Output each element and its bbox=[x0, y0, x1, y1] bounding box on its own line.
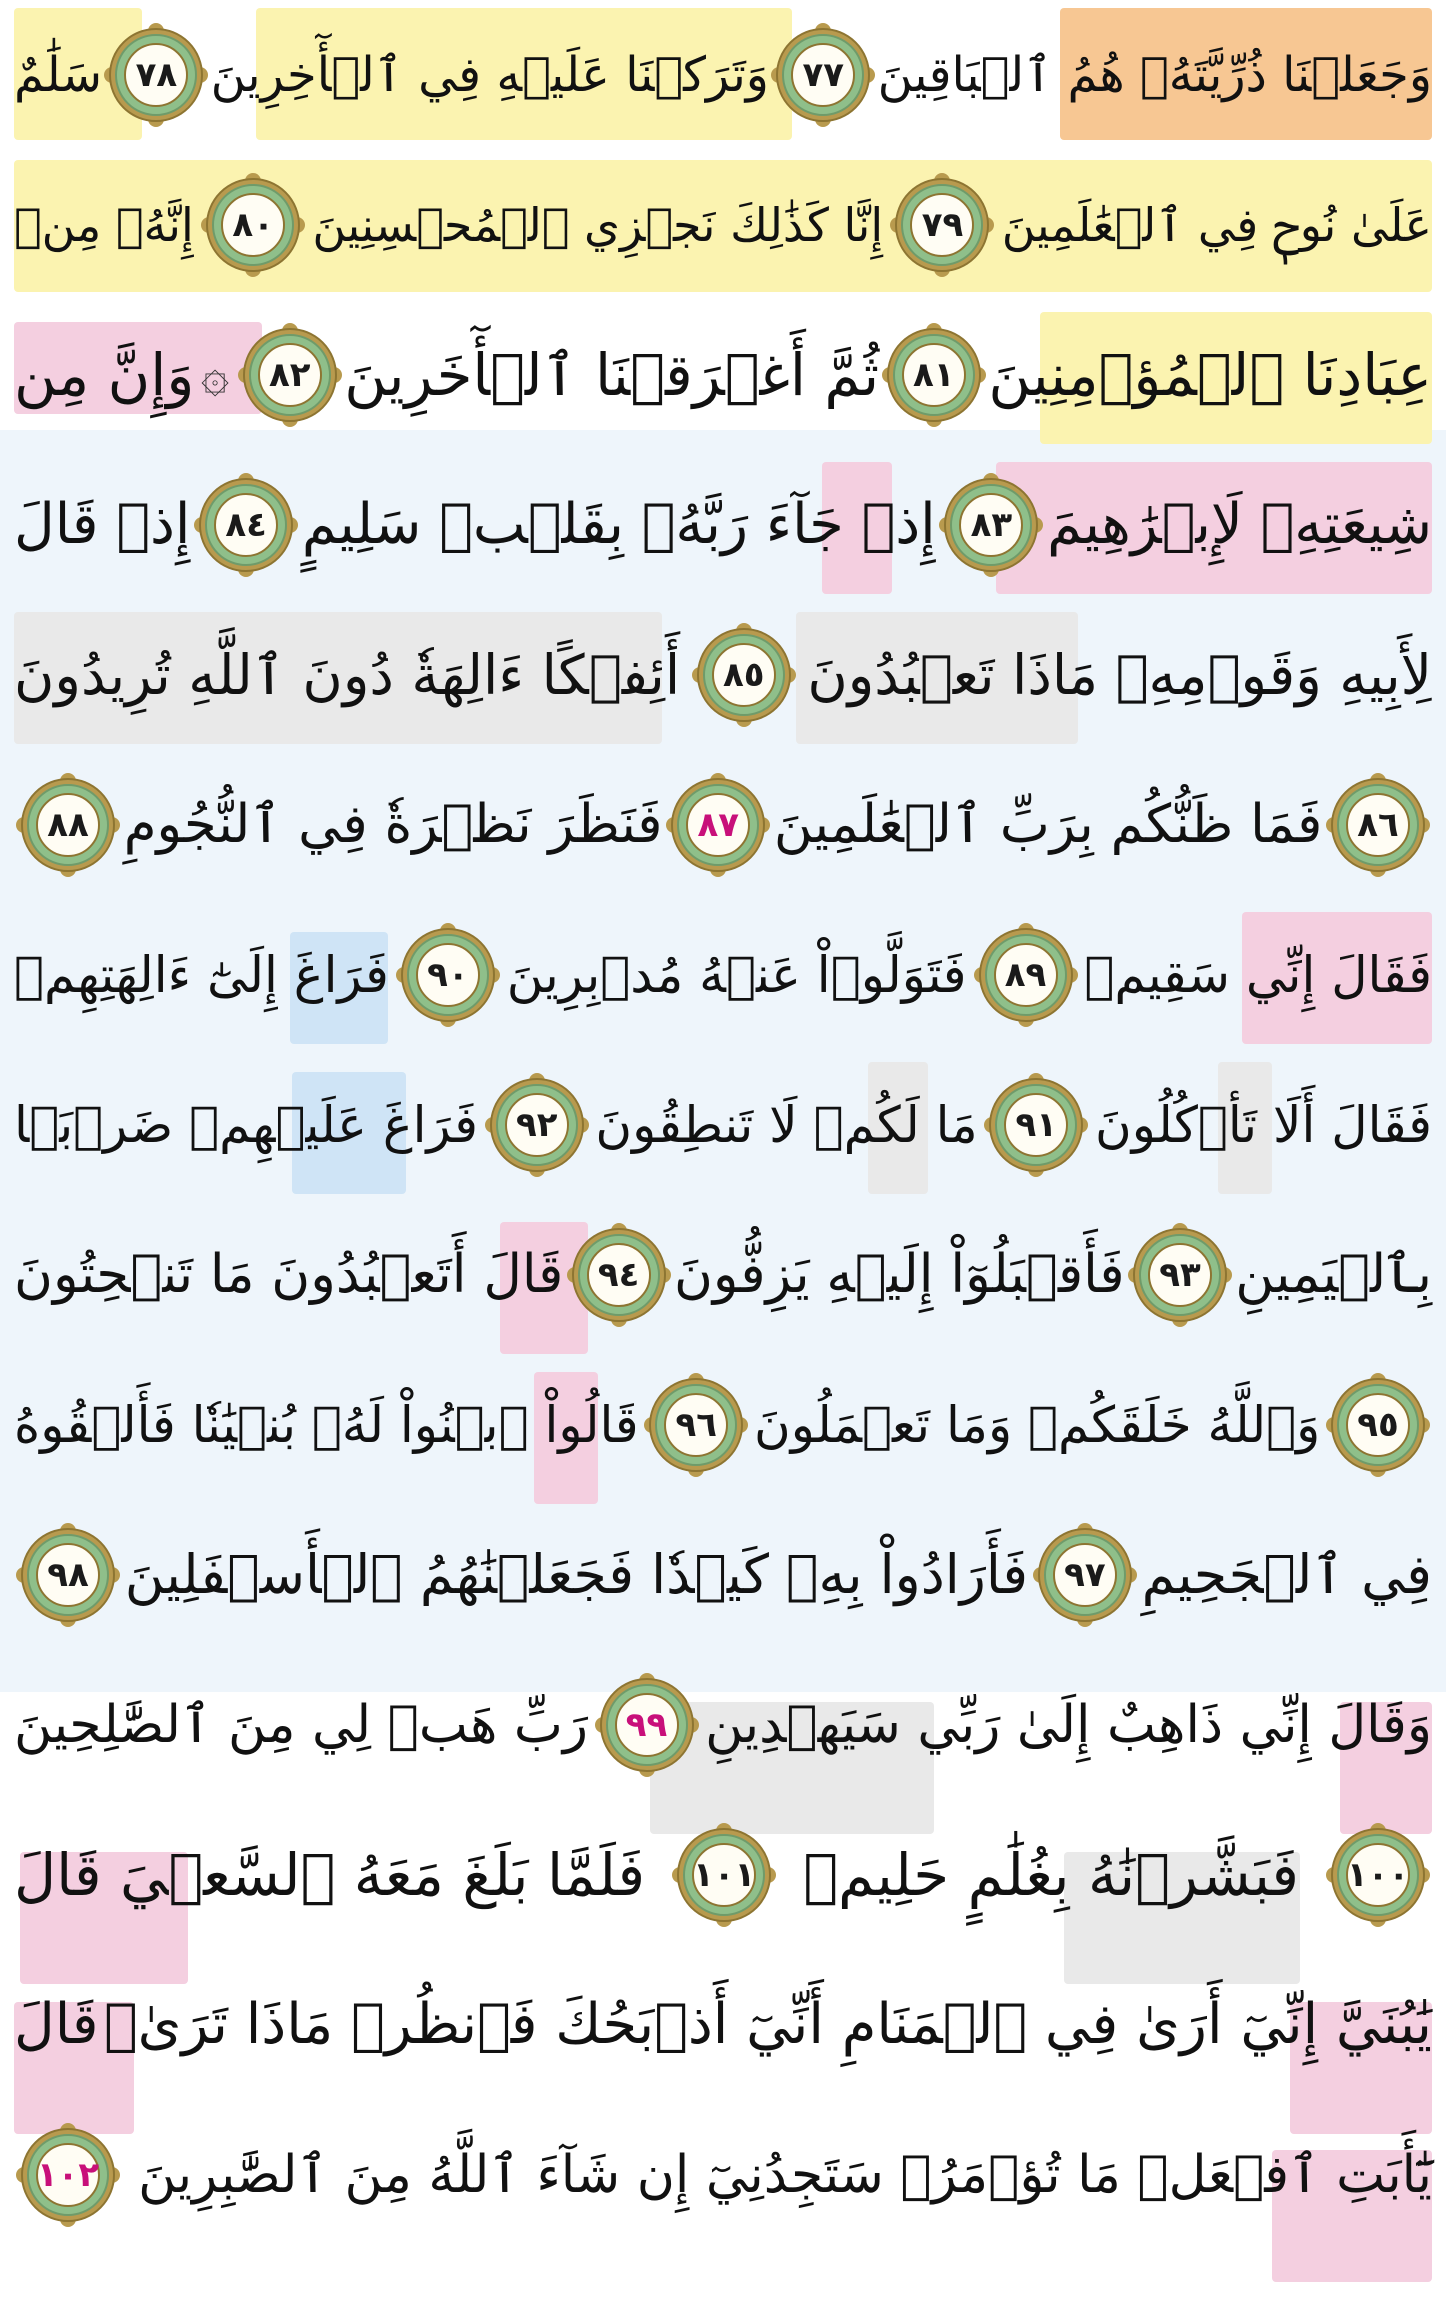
verse-number: ٨٦ bbox=[1357, 805, 1399, 845]
verse-text: وَتَرَكۡنَا عَلَيۡهِ فِي ٱلۡأٓخِرِينَ bbox=[210, 47, 769, 103]
verse-number-marker bbox=[102, 21, 210, 129]
verse-text: إِنَّا كَذَٰلِكَ نَجۡزِي ٱلۡمُحۡسِنِينَ bbox=[312, 198, 884, 252]
verse-number-marker bbox=[192, 471, 300, 579]
verse-number: ١٠١ bbox=[693, 1855, 756, 1895]
verse-number-marker bbox=[982, 1071, 1090, 1179]
verse-number-marker bbox=[14, 1521, 122, 1629]
verse-line bbox=[14, 1950, 1432, 2100]
verse-number: ٨١ bbox=[912, 355, 955, 395]
verse-number-marker bbox=[199, 171, 307, 279]
verse-number: ٨٨ bbox=[47, 805, 89, 845]
verse-number-marker bbox=[1126, 1221, 1234, 1329]
verse-text: فَلَمَّا بَلَغَ مَعَهُ ٱلسَّعۡيَ قَالَ bbox=[14, 1841, 646, 1909]
verse-number: ٩١ bbox=[1015, 1105, 1058, 1145]
verse-number-marker bbox=[670, 1821, 778, 1929]
verse-line bbox=[14, 150, 1432, 300]
verse-number-marker bbox=[483, 1071, 591, 1179]
verse-number: ٩٩ bbox=[625, 1705, 668, 1745]
verse-text: يَٰبُنَيَّ إِنِّيٓ أَرَىٰ فِي ٱلۡمَنَامِ أَنِّيٓ أَذۡبَحُكَ فَٱنظُرۡ مَاذَا تَرَىٰۚ bbox=[104, 1992, 1432, 2057]
verse-number-marker bbox=[14, 771, 122, 879]
verse-text: بِٱلۡيَمِينِ bbox=[1235, 1244, 1432, 1305]
verse-number: ٨٧ bbox=[697, 805, 739, 845]
verse-line bbox=[14, 1650, 1432, 1800]
verse-text: مَا لَكُمۡ لَا تَنطِقُونَ bbox=[595, 1096, 978, 1154]
verse-line bbox=[14, 450, 1432, 600]
verse-text: رَبِّ هَبۡ لِي مِنَ ٱلصَّٰلِحِينَ bbox=[14, 1695, 588, 1755]
verse-number: ٨٥ bbox=[722, 655, 765, 695]
verse-text: أَئِفۡكًا ءَالِهَةٗ دُونَ ٱللَّهِ تُرِيدُونَ bbox=[14, 643, 681, 707]
verse-number: ١٠٢ bbox=[36, 2155, 100, 2195]
verse-text: وَجَعَلۡنَا ذُرِّيَّتَهُۥ هُمُ ٱلۡبَاقِينَ bbox=[877, 47, 1432, 103]
verse-text: قَالُواْ ٱبۡنُواْ لَهُۥ بُنۡيَٰنٗا فَأَلۡقُوهُ bbox=[14, 1396, 639, 1454]
verse-text: فَرَاغَ عَلَيۡهِمۡ ضَرۡبَۢا bbox=[14, 1096, 479, 1154]
verse-number: ٨٢ bbox=[268, 355, 311, 395]
verse-number-marker bbox=[664, 771, 772, 879]
verse-number: ٨٠ bbox=[232, 205, 274, 245]
verse-text: فَأَرَادُواْ بِهِۦ كَيۡدٗا فَجَعَلۡنَٰهُمُ ٱلۡأَسۡفَلِينَ bbox=[124, 1543, 1029, 1606]
verse-number-marker bbox=[1324, 771, 1432, 879]
verse-number: ٨٤ bbox=[225, 505, 267, 545]
verse-number: ٩٧ bbox=[1064, 1555, 1106, 1595]
verse-number-marker bbox=[593, 1671, 701, 1779]
verse-text: قَالَ bbox=[14, 1992, 99, 2057]
verse-number-marker bbox=[1031, 1521, 1139, 1629]
verse-number-marker bbox=[1324, 1821, 1432, 1929]
verse-number-marker bbox=[394, 921, 502, 1029]
verse-number-marker bbox=[880, 321, 988, 429]
verse-text: عَلَىٰ نُوحٖ فِي ٱلۡعَٰلَمِينَ bbox=[1001, 198, 1432, 252]
verse-number-marker bbox=[937, 471, 1045, 579]
verse-number: ٩٠ bbox=[427, 955, 469, 995]
verse-line bbox=[14, 600, 1432, 750]
verse-text: فَقَالَ أَلَا تَأۡكُلُونَ bbox=[1094, 1096, 1432, 1154]
verse-text: شِيعَتِهِۦ لَإِبۡرَٰهِيمَ bbox=[1047, 492, 1432, 557]
verse-number: ٩٣ bbox=[1159, 1255, 1201, 1295]
verse-number: ١٠٠ bbox=[1346, 1855, 1410, 1895]
verse-line bbox=[14, 900, 1432, 1050]
verse-number-marker bbox=[972, 921, 1080, 1029]
verse-line bbox=[14, 1800, 1432, 1950]
verse-text: فَأَقۡبَلُوٓاْ إِلَيۡهِ يَزِفُّونَ bbox=[673, 1244, 1125, 1305]
hizb-mark-icon: ۞ bbox=[200, 347, 230, 403]
verse-number-marker bbox=[236, 321, 344, 429]
verse-number: ٩٥ bbox=[1357, 1405, 1399, 1445]
verse-text: فَمَا ظَنُّكُم بِرَبِّ ٱلۡعَٰلَمِينَ bbox=[773, 794, 1323, 855]
verse-text: فَقَالَ إِنِّي سَقِيمٞ bbox=[1084, 946, 1432, 1004]
verse-line bbox=[14, 0, 1432, 150]
verse-line bbox=[14, 300, 1432, 450]
verse-number-marker bbox=[1324, 1371, 1432, 1479]
verse-number: ٩٢ bbox=[515, 1105, 558, 1145]
verse-number: ٨٩ bbox=[1004, 955, 1047, 995]
verse-text: فَنَظَرَ نَظۡرَةٗ فِي ٱلنُّجُومِ bbox=[123, 794, 663, 855]
verse-number: ٧٩ bbox=[921, 205, 964, 245]
verse-number: ٧٨ bbox=[135, 55, 178, 95]
verse-number: ٨٣ bbox=[970, 505, 1013, 545]
verse-text: وَٱللَّهُ خَلَقَكُمۡ وَمَا تَعۡمَلُونَ bbox=[754, 1396, 1321, 1454]
verse-line bbox=[14, 1350, 1432, 1500]
verse-number-marker bbox=[642, 1371, 750, 1479]
verse-text: فَبَشَّرۡنَٰهُ بِغُلَٰمٍ حَلِيمٖ bbox=[803, 1841, 1299, 1909]
verse-text: ثُمَّ أَغۡرَقۡنَا ٱلۡأٓخَرِينَ bbox=[344, 341, 880, 409]
verse-number: ٩٨ bbox=[47, 1555, 89, 1595]
verse-text: فَتَوَلَّوۡاْ عَنۡهُ مُدۡبِرِينَ bbox=[506, 946, 967, 1004]
verse-number-marker bbox=[690, 621, 798, 729]
verse-number: ٧٧ bbox=[802, 55, 845, 95]
verse-text: قَالَ أَتَعۡبُدُونَ مَا تَنۡحِتُونَ bbox=[14, 1244, 564, 1305]
verse-text: عِبَادِنَا ٱلۡمُؤۡمِنِينَ bbox=[988, 341, 1432, 409]
verse-text: يَٰٓأَبَتِ ٱفۡعَلۡ مَا تُؤۡمَرُۖ سَتَجِدُنِيٓ إِن شَآءَ ٱللَّهُ مِنَ ٱلصَّٰبِرِينَ bbox=[138, 2145, 1432, 2205]
verse-line bbox=[14, 750, 1432, 900]
verse-text: إِذۡ قَالَ bbox=[14, 492, 191, 557]
verse-number-marker bbox=[14, 2121, 122, 2229]
verse-text: إِذۡ جَآءَ رَبَّهُۥ بِقَلۡبٖ سَلِيمٍ bbox=[301, 492, 936, 557]
verse-number-marker bbox=[565, 1221, 673, 1329]
verse-number: ٩٤ bbox=[597, 1255, 640, 1295]
verse-text: وَإِنَّ مِن bbox=[14, 341, 195, 409]
verse-line bbox=[14, 1050, 1432, 1200]
verse-number: ٩٦ bbox=[675, 1405, 718, 1445]
verse-text: إِنَّهُۥ مِنۡ bbox=[14, 198, 194, 252]
verse-text: فَرَاغَ إِلَىٰٓ ءَالِهَتِهِمۡ bbox=[14, 946, 389, 1004]
verse-number-marker bbox=[888, 171, 996, 279]
verse-text: لِأَبِيهِ وَقَوۡمِهِۦ مَاذَا تَعۡبُدُونَ bbox=[807, 643, 1432, 707]
verse-text: وَقَالَ إِنِّي ذَاهِبٌ إِلَىٰ رَبِّي سَيَهۡدِينِ bbox=[705, 1695, 1432, 1755]
verse-number-marker bbox=[769, 21, 877, 129]
verse-text: فِي ٱلۡجَحِيمِ bbox=[1141, 1543, 1432, 1606]
verse-line bbox=[14, 2100, 1432, 2250]
verse-text: سَلَٰمٌ bbox=[14, 47, 103, 103]
verse-line bbox=[14, 1200, 1432, 1350]
verse-line bbox=[14, 1500, 1432, 1650]
